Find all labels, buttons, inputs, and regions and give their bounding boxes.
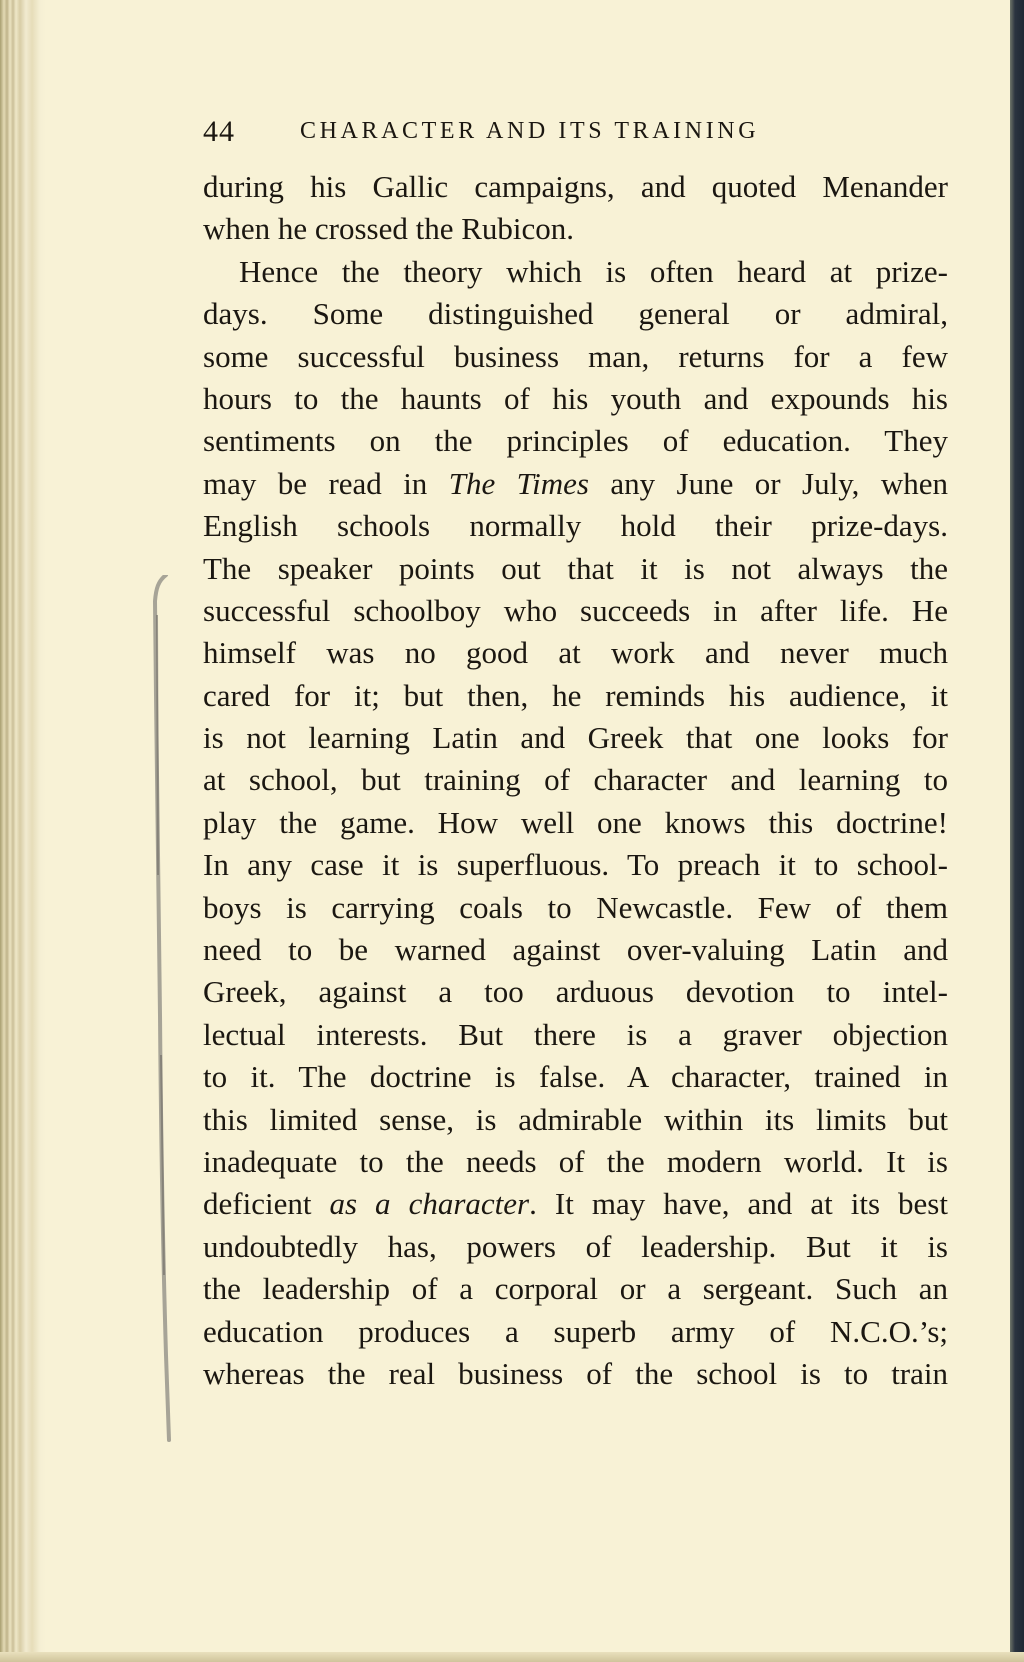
pencil-margin-mark <box>152 575 192 1455</box>
text-segment: sentiments on the principles of education. They <box>203 423 948 459</box>
text-line <box>203 844 948 886</box>
text-segment: at school, but training of character and learning to <box>203 762 948 798</box>
text-segment: inadequate to the needs of the modern world. It is <box>203 1143 948 1179</box>
text-line <box>203 1183 948 1225</box>
text-line <box>203 802 948 844</box>
running-title: CHARACTER AND ITS TRAINING <box>300 118 760 144</box>
text-line <box>203 505 948 547</box>
text-line <box>203 420 948 462</box>
page-header <box>203 115 973 155</box>
text-line <box>203 675 948 717</box>
text-line <box>203 548 948 590</box>
text-line <box>203 717 948 759</box>
text-segment: may be read in <box>203 465 449 501</box>
text-segment: Greek, against a too arduous devotion to intel- <box>203 974 948 1010</box>
text-line <box>203 971 948 1013</box>
text-segment: when he crossed the Rubicon. <box>203 211 575 247</box>
text-segment: education produces a superb army of N.C.O.’s; <box>203 1313 948 1349</box>
text-segment: Hence the theory which is often heard at prize- <box>239 253 948 289</box>
text-line <box>203 1268 948 1310</box>
text-line <box>203 632 948 674</box>
page-right-edge <box>1010 0 1024 1662</box>
text-segment: some successful business man, returns for a few <box>203 338 948 374</box>
body-text <box>203 166 948 1395</box>
text-segment: . It may have, and at its best <box>529 1186 948 1222</box>
text-segment: the leadership of a corporal or a sergeant. Such an <box>203 1271 948 1307</box>
text-segment: deficient <box>203 1186 330 1222</box>
text-line <box>203 463 948 505</box>
text-segment: lectual interests. But there is a graver objection <box>203 1016 948 1052</box>
text-segment: days. Some distinguished general or admiral, <box>203 296 948 332</box>
text-line <box>203 208 948 250</box>
text-segment: hours to the haunts of his youth and expounds his <box>203 380 948 416</box>
text-line <box>203 1141 948 1183</box>
page-bottom-edge <box>0 1652 1024 1662</box>
text-line <box>203 336 948 378</box>
text-segment: In any case it is superfluous. To preach it to school- <box>203 847 948 883</box>
text-line <box>203 1014 948 1056</box>
text-segment: play the game. How well one knows this doctrine! <box>203 804 948 840</box>
text-line <box>203 166 948 208</box>
text-line <box>203 759 948 801</box>
text-segment: himself was no good at work and never much <box>203 635 948 671</box>
text-segment: English schools normally hold their prize-days. <box>203 508 948 544</box>
page-number: 44 <box>203 115 235 148</box>
text-line <box>203 1056 948 1098</box>
text-line <box>203 1311 948 1353</box>
text-line <box>203 378 948 420</box>
italic-phrase: as a character <box>329 1186 530 1222</box>
text-line <box>203 590 948 632</box>
text-line <box>203 887 948 929</box>
italic-phrase: The Times <box>448 465 589 501</box>
text-segment: whereas the real business of the school is to train <box>203 1355 948 1391</box>
text-segment: cared for it; but then, he reminds his audience, it <box>203 677 948 713</box>
text-line <box>203 1226 948 1268</box>
text-line <box>203 1353 948 1395</box>
text-line <box>203 251 948 293</box>
text-segment: boys is carrying coals to Newcastle. Few of them <box>203 889 948 925</box>
text-segment: undoubtedly has, powers of leadership. But it is <box>203 1228 948 1264</box>
text-line <box>203 929 948 971</box>
text-segment: to it. The doctrine is false. A character, trained in <box>203 1059 948 1095</box>
text-line <box>203 1099 948 1141</box>
text-segment: successful schoolboy who succeeds in after life. He <box>203 592 948 628</box>
page-gutter <box>0 0 46 1662</box>
text-segment: any June or July, when <box>588 465 948 501</box>
text-line <box>203 293 948 335</box>
text-segment: is not learning Latin and Greek that one looks for <box>203 720 948 756</box>
text-segment: this limited sense, is admirable within its limits but <box>203 1101 948 1137</box>
text-segment: during his Gallic campaigns, and quoted Menander <box>203 169 948 204</box>
text-segment: The speaker points out that it is not always the <box>203 550 948 586</box>
text-segment: need to be warned against over-valuing Latin and <box>203 932 948 968</box>
